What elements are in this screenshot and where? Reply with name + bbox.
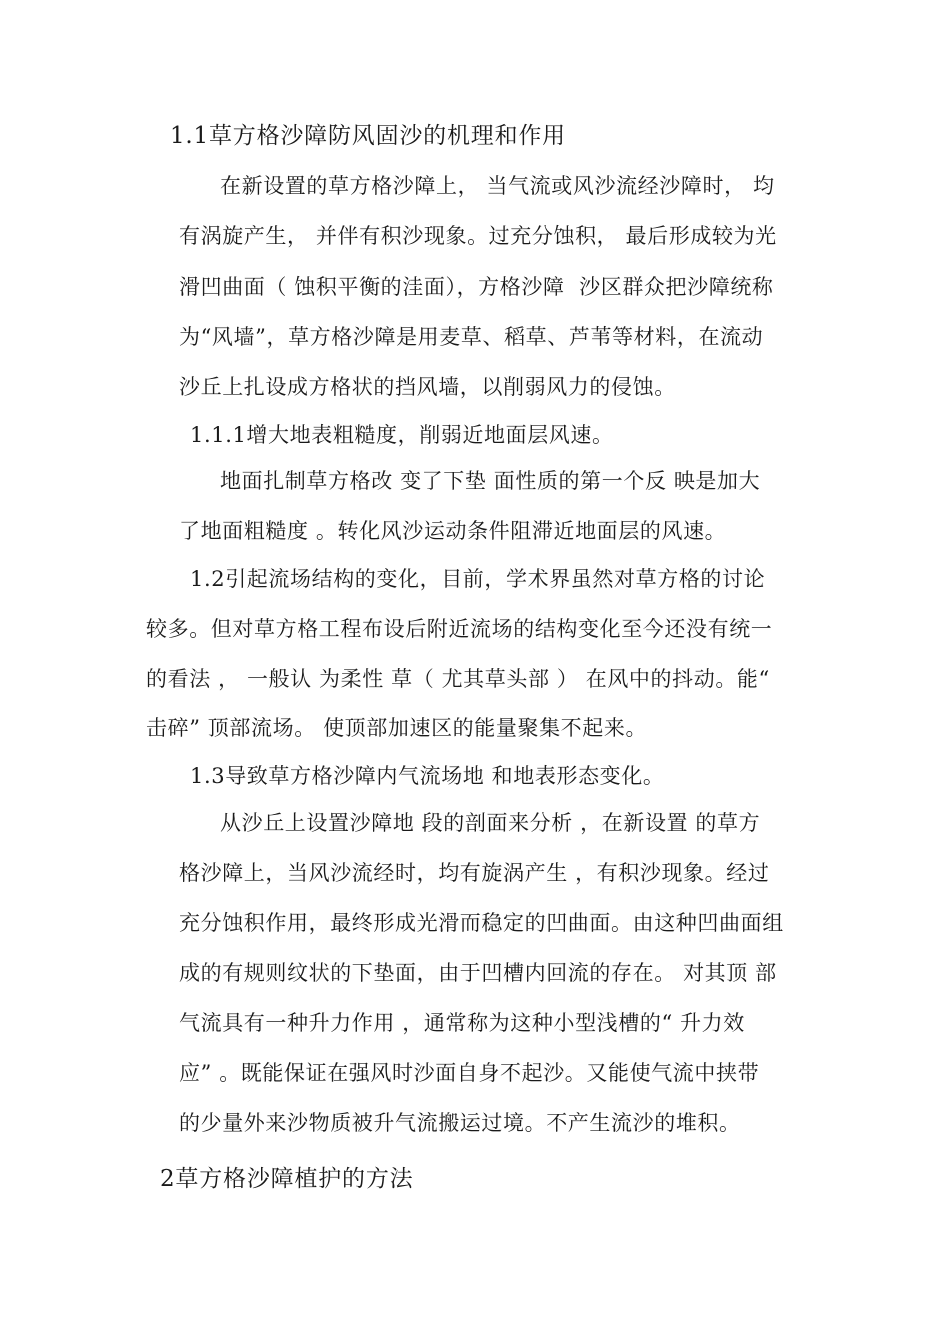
paragraph-line: 沙丘上扎设成方格状的挡风墙，以削弱风力的侵蚀。 <box>179 375 676 399</box>
paragraph-line: 在新设置的草方格沙障上， 当气流或风沙流经沙障时， 均 <box>220 174 775 198</box>
paragraph-line: 击碎” 顶部流场。 使顶部加速区的能量聚集不起来。 <box>146 716 648 740</box>
section-heading-1-1: 1.1草方格沙障防风固沙的机理和作用 <box>170 123 566 149</box>
paragraph-line: 地面扎制草方格改 变了下垫 面性质的第一个反 映是加大 <box>220 469 761 493</box>
paragraph-line: 有涡旋产生， 并伴有积沙现象。过充分蚀积， 最后形成较为光 <box>179 224 777 248</box>
subsection-heading-1-1-1: 1.1.1增大地表粗糙度，削弱近地面层风速。 <box>190 423 614 447</box>
paragraph-line: 了地面粗糙度 。转化风沙运动条件阻滞近地面层的风速。 <box>179 519 727 543</box>
paragraph-line: 从沙丘上设置沙障地 段的剖面来分析 ，在新设置 的草方 <box>220 811 761 835</box>
section-heading-2: 2草方格沙障植护的方法 <box>160 1166 414 1192</box>
paragraph-line: 应” 。既能保证在强风时沙面自身不起沙。又能使气流中挟带 <box>179 1061 760 1085</box>
paragraph-line: 的看法 ， 一般认 为柔性 草（ 尤其草头部 ） 在风中的抖动。能“ <box>146 667 770 691</box>
paragraph-line: 1.2引起流场结构的变化，目前，学术界虽然对草方格的讨论 <box>190 567 766 591</box>
paragraph-line: 滑凹曲面（ 蚀积平衡的洼面），方格沙障 沙区群众把沙障统称 <box>179 275 774 299</box>
paragraph-line: 为“风墙”，草方格沙障是用麦草、稻草、芦苇等材料，在流动 <box>179 325 764 349</box>
paragraph-line: 充分蚀积作用，最终形成光滑而稳定的凹曲面。由这种凹曲面组 <box>179 911 784 935</box>
paragraph-line: 成的有规则纹状的下垫面，由于凹槽内回流的存在。 对其顶 部 <box>179 961 777 985</box>
paragraph-line: 的少量外来沙物质被升气流搬运过境。不产生流沙的堆积。 <box>179 1111 741 1135</box>
paragraph-line: 格沙障上，当风沙流经时，均有旋涡产生 ，有积沙现象。经过 <box>179 861 770 885</box>
subsection-heading-1-3: 1.3导致草方格沙障内气流场地 和地表形态变化。 <box>190 764 665 788</box>
paragraph-line: 较多。但对草方格工程布设后附近流场的结构变化至今还没有统一 <box>146 617 773 641</box>
paragraph-line: 气流具有一种升力作用 ，通常称为这种小型浅槽的“ 升力效 <box>179 1011 745 1035</box>
